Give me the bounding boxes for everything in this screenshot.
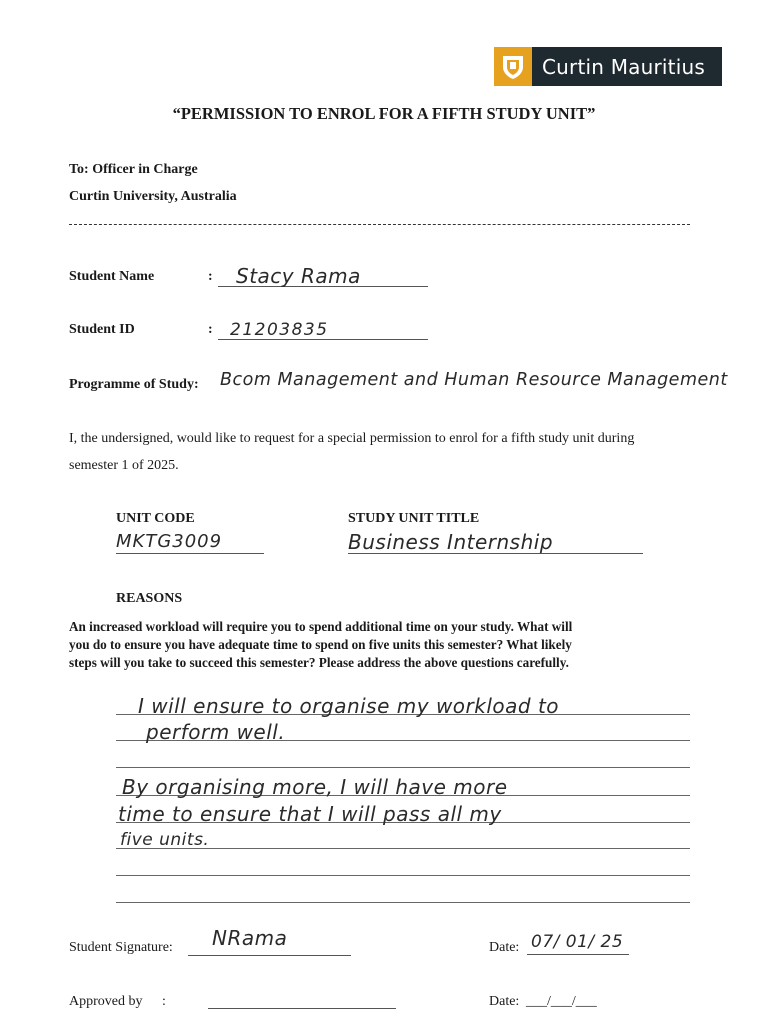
answer-line: I will ensure to organise my workload to bbox=[138, 694, 560, 718]
answer-rule bbox=[116, 875, 690, 876]
unit-code-value: MKTG3009 bbox=[116, 531, 223, 552]
programme-label: Programme of Study: bbox=[69, 377, 199, 392]
curtin-mauritius-logo bbox=[494, 47, 722, 86]
answer-rule bbox=[116, 902, 690, 903]
student-name-value: Stacy Rama bbox=[236, 264, 361, 288]
divider bbox=[69, 224, 690, 225]
approved-date-blank[interactable]: ___/___/___ bbox=[526, 994, 597, 1009]
answer-line: five units. bbox=[120, 830, 210, 850]
programme-field[interactable] bbox=[218, 368, 743, 396]
request-line-1: I, the undersigned, would like to request for a special permission to enrol for a fifth study unit during bbox=[69, 431, 635, 446]
signature-date-field[interactable] bbox=[527, 932, 629, 955]
approved-by-colon: : bbox=[162, 994, 166, 1009]
student-id-label: Student ID bbox=[69, 322, 135, 337]
study-unit-title-field[interactable] bbox=[348, 530, 643, 554]
answer-rule bbox=[116, 767, 690, 768]
signature-date-value: 07/ 01/ 25 bbox=[531, 932, 624, 952]
student-name-label: Student Name bbox=[69, 269, 155, 284]
university-line: Curtin University, Australia bbox=[69, 189, 237, 204]
form-title: “PERMISSION TO ENROL FOR A FIFTH STUDY UNIT” bbox=[172, 104, 596, 123]
approved-by-field[interactable] bbox=[208, 990, 396, 1009]
programme-value: Bcom Management and Human Resource Management bbox=[220, 370, 728, 390]
student-id-value: 21203835 bbox=[230, 320, 329, 340]
signature-label: Student Signature: bbox=[69, 940, 173, 955]
reasons-heading: REASONS bbox=[116, 591, 183, 606]
reasons-question-line-2: you do to ensure you have adequate time to spend on five units this semester? What likely bbox=[69, 637, 572, 652]
signature-field[interactable] bbox=[188, 926, 351, 956]
student-id-field[interactable] bbox=[218, 318, 428, 340]
approved-date-label: Date: bbox=[489, 994, 520, 1009]
answer-line: By organising more, I will have more bbox=[122, 775, 508, 799]
reasons-answer-area[interactable] bbox=[116, 690, 690, 910]
reasons-question-line-1: An increased workload will require you to spend additional time on your study. What will bbox=[69, 619, 573, 634]
answer-line: time to ensure that I will pass all my bbox=[118, 802, 502, 826]
reasons-question-line-3: steps will you take to succeed this semester? Please address the above questions carefully. bbox=[69, 655, 569, 670]
signature-value: NRama bbox=[212, 926, 288, 950]
unit-code-label: UNIT CODE bbox=[116, 511, 195, 526]
signature-date-label: Date: bbox=[489, 940, 520, 955]
student-id-colon: : bbox=[208, 322, 213, 337]
study-unit-title-value: Business Internship bbox=[348, 530, 554, 554]
answer-line: perform well. bbox=[146, 720, 286, 744]
recipient-line: To: Officer in Charge bbox=[69, 162, 198, 177]
shield-icon bbox=[494, 47, 532, 86]
approved-by-label: Approved by bbox=[69, 994, 143, 1009]
student-name-field[interactable] bbox=[218, 265, 428, 287]
logo-text: Curtin Mauritius bbox=[542, 54, 705, 79]
student-name-colon: : bbox=[208, 269, 213, 284]
request-line-2: semester 1 of 2025. bbox=[69, 458, 179, 473]
study-unit-title-label: STUDY UNIT TITLE bbox=[348, 511, 480, 526]
unit-code-field[interactable] bbox=[116, 530, 264, 554]
